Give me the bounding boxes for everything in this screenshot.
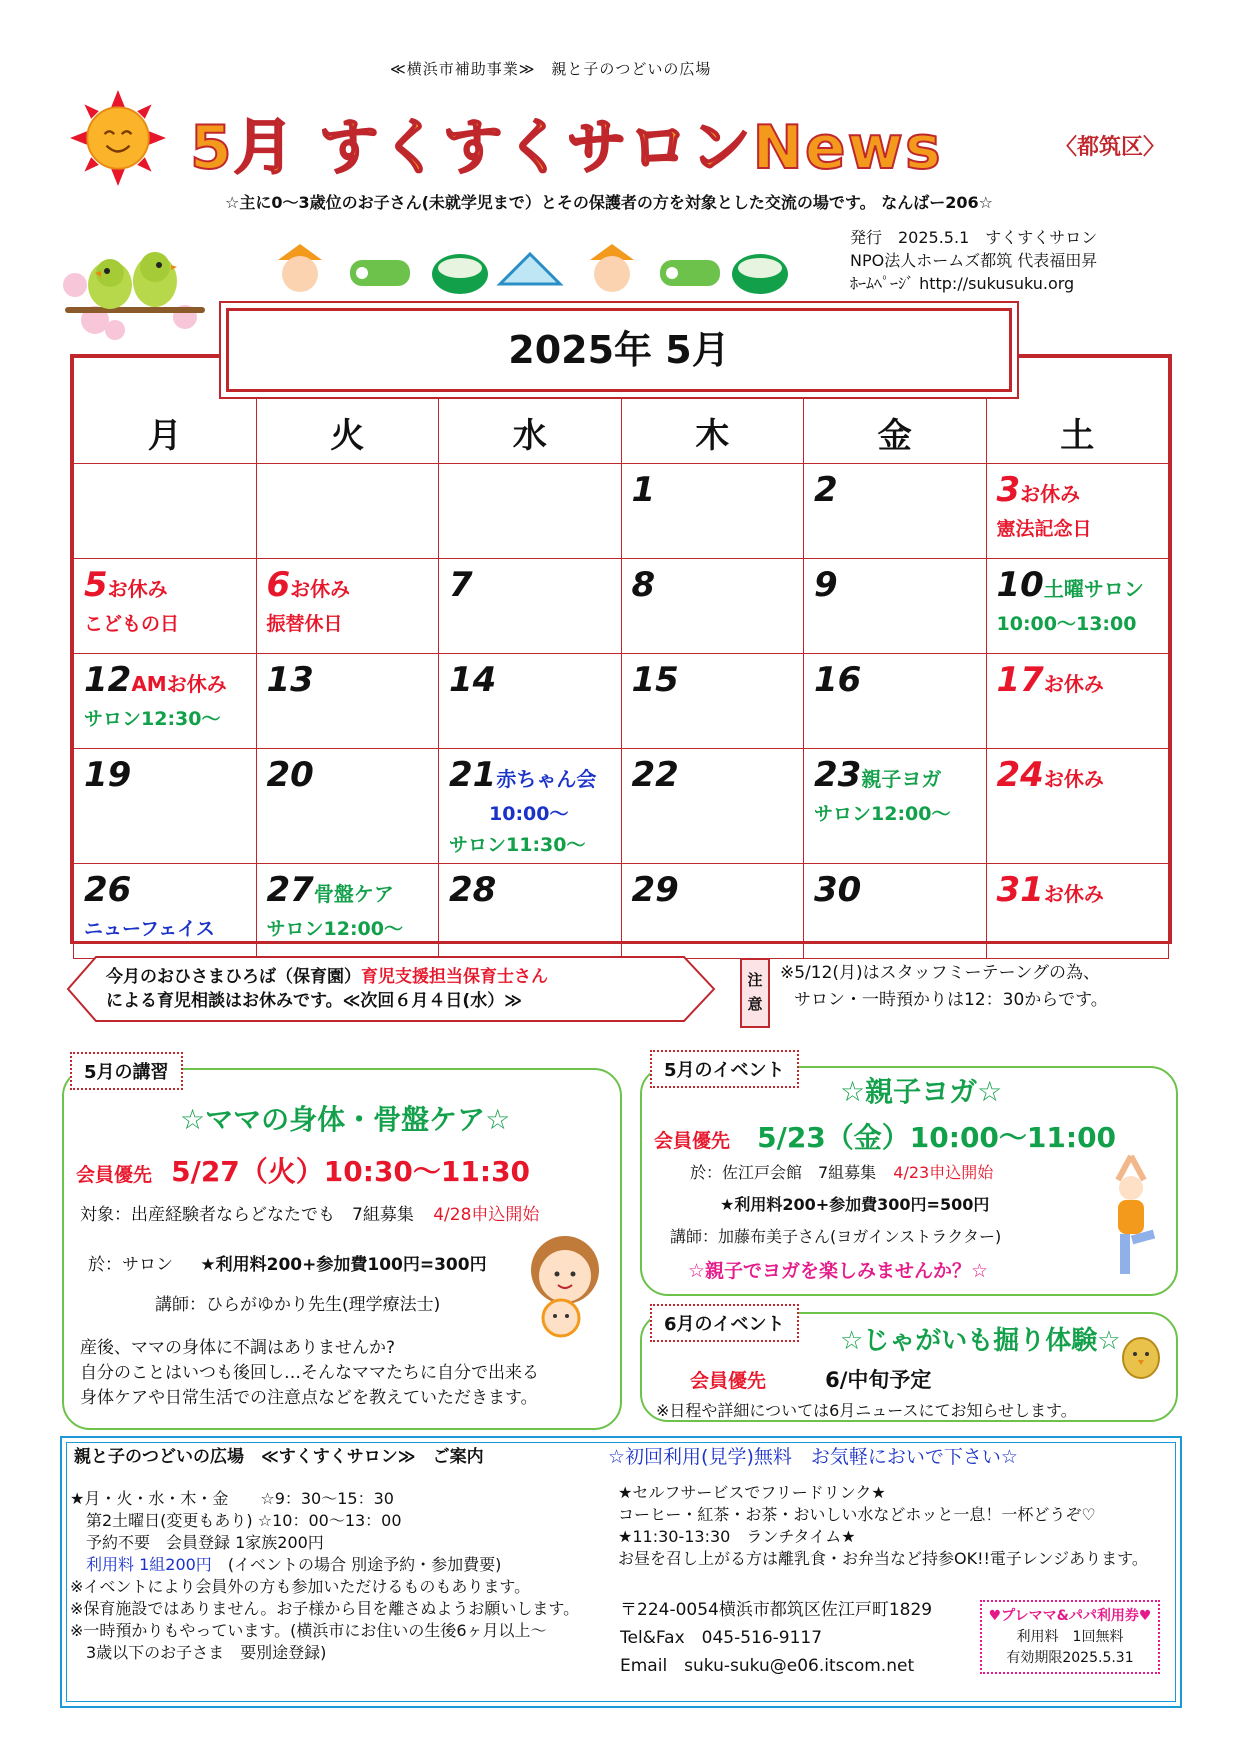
hiroba-text [106,965,548,1013]
issue-date: 発行 2025.5.1 すくすくサロン [850,228,1098,247]
hiroba-line1a: 今月のおひさまひろば（保育園） [106,967,361,987]
yoga-pose-illustration [1096,1150,1166,1280]
day-number: 8 [631,565,656,605]
calendar-day-cell [439,654,622,749]
day-line [449,870,611,910]
footer-heading: 親と子のつどいの広場 ≪すくすくサロン≫ ご案内 [74,1447,484,1467]
calendar-day-cell [439,864,622,959]
day-event-detail: ニューフェイス [84,918,215,940]
day-line [814,470,976,510]
day-event: お休み [1043,672,1104,696]
event-may-lecturer: 講師：加藤布美子さん(ヨガインストラクター) [670,1227,1002,1246]
day-line [267,660,429,700]
day-number: 13 [266,660,314,700]
calendar-week-row [74,464,1169,559]
day-number: 15 [631,660,679,700]
event-may-tag: 5月のイベント [650,1050,799,1088]
day-number: 26 [84,870,132,910]
footer-left-3: 予約不要 会員登録 1家族200円 [70,1533,324,1552]
childrens-day-decoration [270,240,830,300]
day-event: 赤ちゃん会 [496,767,597,791]
day-line [267,565,429,605]
day-event-detail: 憲法記念日 [996,518,1092,540]
footer-left-2: 第2土曜日(変更もあり) ☆10：00～13：00 [70,1511,402,1530]
target-audience-line: ☆主に0～3歳位のお子さん(未就学児まで）とその保護者の方を対象とした交流の場です。 なんばー206☆ [225,193,993,212]
calendar-table [73,357,1169,959]
day-line [632,660,794,700]
day-line [814,660,976,700]
calendar-day-cell [804,749,987,864]
coupon-fee: 利用料 1回無料 [1016,1629,1124,1645]
newsletter-title: 5月 すくすくサロンNews [190,113,943,183]
coupon-title: ♥プレママ&パパ利用券♥ [988,1608,1152,1624]
day-line [997,660,1159,700]
day-number: 31 [996,870,1044,910]
day-event: 骨盤ケア [313,882,394,906]
day-number: 20 [266,755,314,795]
calendar-day-cell [804,654,987,749]
calendar-day-cell [256,749,439,864]
caution-label [740,958,770,1028]
day-number: 1 [631,470,656,510]
day-line [997,470,1159,510]
weekday-tue: 火 [256,358,439,464]
caution-char1: 注 [747,971,763,989]
day-number: 27 [266,870,314,910]
day-number: 9 [814,565,838,605]
workshop-desc-3: 身体ケアや日常生活での注意点などを教えていただきます。 [80,1388,538,1408]
day-line [632,870,794,910]
day-number: 10 [996,565,1044,605]
calendar-day-cell [986,464,1169,559]
day-event: 土曜サロン [1043,577,1144,601]
event-june-note: ※日程や詳細については6月ニュースにてお知らせします。 [656,1401,1077,1420]
weekday-mon: 月 [74,358,257,464]
footer-right-4: お昼を召し上がる方は離乳食・お弁当など持参OK!!電子レンジあります。 [618,1549,1148,1568]
workshop-title: ☆ママの身体・骨盤ケア☆ [180,1103,511,1136]
workshop-date: 5/27（火）10:30～11:30 [171,1155,531,1188]
day-event-detail: サロン12:00～ [266,918,403,940]
day-event-detail: 振替休日 [266,613,343,635]
day-event: お休み [290,577,351,601]
event-june-tag: 6月のイベント [650,1304,799,1342]
day-event: お休み [1043,767,1104,791]
caution-line2: サロン・一時預かりは12：30からです。 [794,990,1108,1010]
footer-left-1: ★月・火・水・木・金 ☆9：30～15：30 [70,1489,394,1508]
calendar-week-row [74,749,1169,864]
workshop-description [80,1336,539,1411]
calendar-day-cell [804,559,987,654]
day-event-detail: サロン12:00～ [814,803,951,825]
day-number: 17 [996,660,1044,700]
birds-blossom-illustration [55,225,215,345]
ward-label: 〈都筑区〉 [1055,135,1166,160]
day-line [449,755,611,795]
day-line [267,755,429,795]
footer-left-5: ※イベントにより会員外の方も参加いただけるものもあります。 [70,1577,531,1596]
coupon-expiry: 有効期限2025.5.31 [1006,1650,1134,1666]
caution-text [780,960,1108,1014]
calendar-day-cell [621,864,804,959]
day-line [84,755,246,795]
hiroba-notice [66,955,716,1023]
day-number: 22 [631,755,679,795]
hiroba-line2: による育児相談はお休みです。≪次回６月４日(水）≫ [106,991,523,1011]
footer-right-info [618,1482,1148,1570]
day-number: 3 [996,470,1021,510]
event-may-date-line [654,1116,1116,1156]
event-may-place-text: 於：佐江戸会館 7組募集 [690,1163,877,1182]
day-line [449,660,611,700]
calendar-month-title: 2025年 5月 [508,328,730,372]
caution-line1: ※5/12(月)はスタッフミーテーングの為、 [780,963,1101,983]
day-line [84,660,246,700]
event-may-place [690,1160,993,1183]
chick-potato-icon [1118,1330,1164,1380]
calendar-week-row [74,654,1169,749]
day-line [814,755,976,795]
day-number: 24 [996,755,1044,795]
footer-fee-blue: 利用料 1組200円 [86,1555,212,1574]
footer-left-info [70,1488,579,1664]
day-line [267,870,429,910]
calendar-day-cell [439,464,622,559]
sun-icon [70,90,166,186]
day-event-detail: 10:00～13:00 [996,613,1137,635]
calendar-day-cell [621,559,804,654]
calendar [70,354,1172,944]
weekday-thu: 木 [621,358,804,464]
day-event: お休み [107,577,168,601]
day-number: 23 [814,755,862,795]
footer-right-1: ★セルフサービスでフリードリンク★ [618,1483,886,1502]
issue-info [850,226,1097,295]
footer-address: 〒224-0054横浜市都筑区佐江戸町1829 [620,1600,933,1620]
calendar-day-cell [74,654,257,749]
hiroba-line1b: 育児支援担当保育士さん [361,967,548,987]
workshop-place-fee [88,1250,487,1275]
day-event: AMお休み [131,672,227,696]
footer-left-4: 利用料 1組200円 (イベントの場合 別途予約・参加費要) [86,1555,502,1574]
day-number: 30 [814,870,862,910]
calendar-day-cell [804,464,987,559]
calendar-day-cell [256,559,439,654]
day-line [84,565,246,605]
weekday-fri: 金 [804,358,987,464]
day-event-detail: サロン12:30～ [84,708,221,730]
calendar-day-cell [74,559,257,654]
day-number: 28 [449,870,497,910]
day-number: 19 [84,755,132,795]
workshop-tag: 5月の講習 [70,1052,183,1090]
mother-baby-illustration [515,1230,615,1340]
weekday-wed: 水 [439,358,622,464]
footer-left-7: ※一時預かりもやっています。(横浜市にお住いの生後6ヶ月以上～ [70,1621,547,1640]
day-number: 6 [266,565,291,605]
day-line [84,870,246,910]
calendar-month-header [226,308,1012,392]
workshop-lecturer: 講師：ひらがゆかり先生(理学療法士) [155,1295,441,1315]
footer-contact [620,1596,932,1680]
calendar-day-cell [986,654,1169,749]
day-number: 29 [631,870,679,910]
caution-char2: 意 [747,995,763,1013]
calendar-body [74,464,1169,959]
day-line [632,755,794,795]
day-number: 2 [814,470,838,510]
day-line [997,870,1159,910]
subsidy-line: ≪横浜市補助事業≫ 親と子のつどいの広場 [390,60,712,78]
calendar-day-cell [74,749,257,864]
calendar-week-row [74,864,1169,959]
day-number: 16 [814,660,862,700]
day-event-detail: サロン11:30～ [449,834,586,856]
event-may-date: 5/23（金）10:00～11:00 [757,1121,1117,1154]
event-june-title: ☆じゃがいも掘り体験☆ [840,1326,1121,1356]
event-may-deadline: 4/23申込開始 [893,1163,994,1182]
event-may-invite: ☆親子でヨガを楽しみませんか？☆ [688,1260,989,1282]
day-event-detail: こどもの日 [84,613,180,635]
day-event: お休み [1020,482,1081,506]
calendar-day-cell [256,654,439,749]
workshop-target [80,1200,539,1225]
day-line [632,470,794,510]
workshop-priority: 会員優先 [76,1164,153,1186]
event-june-date: 6/中旬予定 [825,1368,932,1392]
workshop-desc-1: 産後、ママの身体に不調はありませんか? [80,1338,396,1358]
event-june-priority: 会員優先 [690,1370,767,1392]
calendar-day-cell [74,864,257,959]
calendar-day-cell [621,464,804,559]
calendar-day-cell [986,749,1169,864]
day-line [997,755,1159,795]
event-may-title: ☆親子ヨガ☆ [840,1075,1003,1108]
event-may-priority: 会員優先 [654,1130,731,1152]
calendar-day-cell [621,749,804,864]
workshop-deadline: 4/28申込開始 [433,1205,540,1225]
homepage[interactable]: ﾎｰﾑﾍﾟｰｼﾞ http://sukusuku.org [850,274,1075,293]
day-line [997,565,1159,605]
weekday-sat: 土 [986,358,1169,464]
event-june-date-line [690,1364,931,1394]
calendar-day-cell [74,464,257,559]
calendar-day-cell [256,864,439,959]
footer-email[interactable]: Email suku-suku@e06.itscom.net [620,1656,915,1676]
calendar-week-row [74,559,1169,654]
day-line [814,870,976,910]
footer-right-2: コーヒー・紅茶・お茶・おいしい水などホッと一息！一杯どうぞ♡ [618,1505,1096,1524]
day-event-detail: 10:00～ [489,803,569,825]
workshop-desc-2: 自分のことはいつも後回し…そんなママたちに自分で出来る [80,1363,539,1383]
workshop-date-line [76,1150,530,1190]
calendar-day-cell [986,559,1169,654]
day-number: 5 [84,565,108,605]
footer-left-8: 3歳以下のお子さま 要別途登録) [70,1643,327,1662]
footer-left-6: ※保育施設ではありません。お子様から目を離さぬようお願いします。 [70,1599,580,1618]
workshop-fee: ★利用料200+参加費100円=300円 [200,1255,487,1275]
organization: NPO法人ホームズ都筑 代表福田昇 [850,251,1098,270]
calendar-day-cell [986,864,1169,959]
day-line [632,565,794,605]
event-may-fee: ★利用料200+参加費300円=500円 [720,1195,990,1214]
footer-free-trial: ☆初回利用(見学)無料 お気軽においで下さい☆ [608,1446,1018,1468]
calendar-day-cell [621,654,804,749]
day-number: 7 [449,565,473,605]
calendar-day-cell [439,559,622,654]
footer-right-3: ★11:30-13:30 ランチタイム★ [618,1527,856,1546]
day-event: お休み [1043,882,1104,906]
day-number: 21 [449,755,497,795]
workshop-target-text: 対象：出産経験者ならどなたでも 7組募集 [80,1205,414,1225]
day-number: 14 [449,660,497,700]
calendar-day-cell [256,464,439,559]
day-number: 12 [84,660,132,700]
coupon [980,1600,1160,1674]
calendar-day-cell [804,864,987,959]
footer-tel: Tel&Fax 045-516-9117 [620,1628,823,1648]
calendar-day-cell [439,749,622,864]
day-event: 親子ヨガ [861,767,942,791]
workshop-place: 於：サロン [88,1255,173,1275]
day-line [449,565,611,605]
day-line [814,565,976,605]
